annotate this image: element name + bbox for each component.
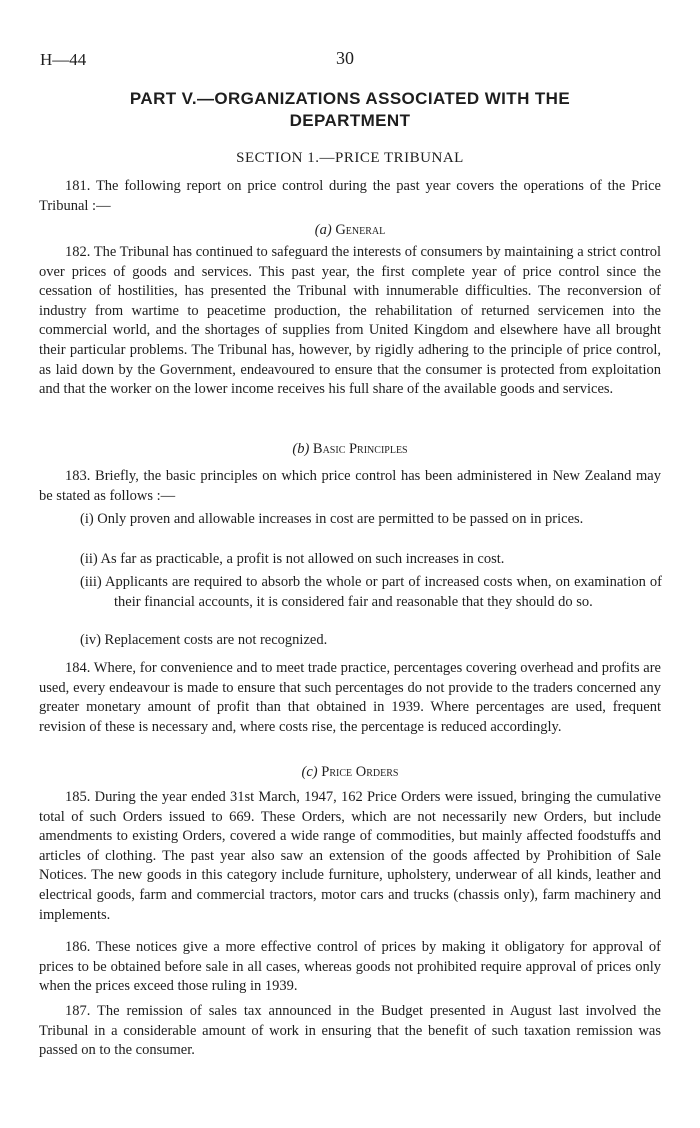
subheading-title: Basic Principles <box>312 441 408 457</box>
part-title <box>60 88 640 132</box>
paragraph-183: 183. Briefly, the basic principles on which price control has been administered in New Zealand may be stated as follows :— <box>39 468 661 504</box>
subheading-title: General <box>335 222 386 238</box>
paragraph-184: 184. Where, for convenience and to meet trade practice, percentages covering overhead and profits are used, every endeavour is made to ensure that such percentages do not provide to the traders concerned any greater monetary amount of profit than that obtained in 1939. Where percentages are used, frequent revision of these is necessary and, where costs rise, the percentage is reduced accordingly. <box>39 660 661 735</box>
principle-item: (i) Only proven and allowable increases in cost are permitted to be passed on in prices. <box>80 511 584 527</box>
subheading-label: (a) <box>314 222 332 238</box>
subheading-label: (b) <box>292 441 310 457</box>
principle-item: (ii) As far as practicable, a profit is not allowed on such increases in cost. <box>80 551 505 567</box>
paragraph-185: 185. During the year ended 31st March, 1947, 162 Price Orders were issued, bringing the cumulative total of such Orders issued to 669. These Orders, which are not necessarily new Orders, but include amendments to existing Orders, covered a wide range of commodities, but mainly affected foodstuffs and articles of clothing. The past year also saw an extension of the goods affected by Prohibition of Sale Notices. The new goods in this category include furniture, upholstery, underwear of all kinds, leather and electrical goods, farm and commercial tractors, motor cars and trucks (chassis only), farm machinery and implements. <box>39 789 661 923</box>
subheading-price-orders <box>40 764 660 781</box>
page-number: 30 <box>336 48 354 68</box>
principle-item: (iv) Replacement costs are not recognized. <box>80 632 328 648</box>
subheading-basic-principles <box>40 441 660 458</box>
part-title-line-1: PART V.—ORGANIZATIONS ASSOCIATED WITH THE <box>129 89 571 108</box>
part-title-line-2: DEPARTMENT <box>289 111 411 130</box>
subheading-label: (c) <box>301 764 318 780</box>
paragraph-182: 182. The Tribunal has continued to safeguard the interests of consumers by maintaining a strict control over prices of goods and services. This past year, the first complete year of price control since the cessation of hostilities, has presented the Tribunal with innumerable difficulties. The reconversion of industry from wartime to peacetime production, the rehabilitation of returned servicemen into the commercial world, and the shortages of supplies from United Kingdom and elsewhere have all brought their particular problems. The Tribunal has, however, by rigidly adhering to the principle of price control, as laid down by the Government, endeavoured to ensure that the consumer is protected from exploitation and that the worker on the lower income receives his full share of the available goods and services. <box>39 244 661 398</box>
paragraph-186: 186. These notices give a more effective control of prices by making it obligatory for approval of prices to be obtained before sale in all cases, whereas goods not prohibited require approval of prices only when the prices exceed those ruling in 1939. <box>39 939 661 995</box>
report-code: H—44 <box>40 50 87 69</box>
subheading-general <box>40 222 660 239</box>
subheading-title: Price Orders <box>321 764 399 780</box>
principle-item: (iii) Applicants are required to absorb the whole or part of increased costs when, on examination of their financial accounts, it is considered fair and reasonable that they should do so. <box>80 574 662 610</box>
paragraph-187: 187. The remission of sales tax announced in the Budget presented in August last involved the Tribunal in a considerable amount of work in ensuring that the benefit of such taxation remission was passed on to the consumer. <box>39 1003 661 1059</box>
section-title: SECTION 1.—PRICE TRIBUNAL <box>236 150 464 166</box>
paragraph-181: 181. The following report on price control during the past year covers the operations of the Price Tribunal :— <box>39 178 661 214</box>
